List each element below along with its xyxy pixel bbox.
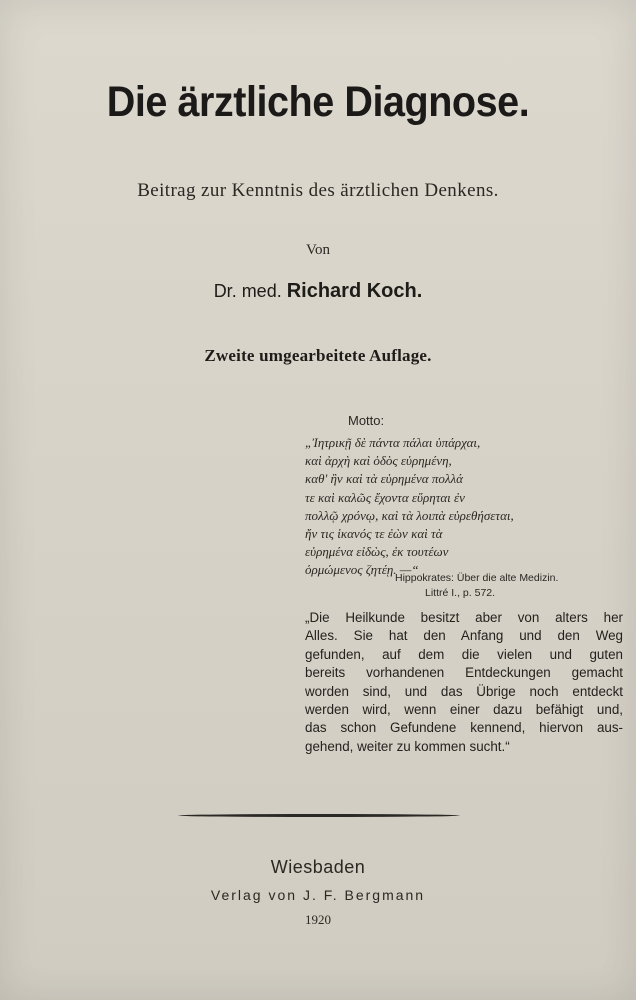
- greek-line: πολλῷ χρόνῳ, καὶ τὰ λοιπὰ εὑρεθήσεται,: [305, 507, 514, 523]
- greek-line: ὁρμώμενος ζητέῃ. —“: [305, 562, 419, 578]
- book-title: Die ärztliche Diagnose.: [106, 78, 530, 126]
- german-line: worden sind, und das Übrige noch entdeckt: [305, 683, 623, 699]
- motto-citation: [395, 571, 558, 601]
- publisher: Verlag von J. F. Bergmann: [210, 887, 426, 903]
- by-label: Von: [306, 242, 330, 258]
- greek-line: καὶ ἀρχὴ καὶ ὁδὸς εὑρημένη,: [305, 453, 452, 469]
- publication-year: 1920: [305, 912, 331, 927]
- greek-line: εὑρημένα εἰδὼς, ἐκ τουτέων: [305, 544, 449, 560]
- book-subtitle: Beitrag zur Kenntnis des ärztlichen Denkens.: [137, 180, 499, 201]
- publication-place: Wiesbaden: [270, 857, 366, 877]
- citation-source: Hippokrates: Über die alte Medizin.: [395, 572, 559, 584]
- german-translation: [305, 609, 623, 756]
- divider-rule: [178, 814, 460, 817]
- german-line: gehend, weiter zu kommen sucht.“: [305, 738, 510, 754]
- edition-statement: Zweite umgearbeitete Auflage.: [204, 346, 432, 365]
- greek-line: τε καὶ καλῶς ἔχοντα εὕρηται ἐν: [305, 489, 465, 505]
- german-line: bereits vorhandenen Entdeckungen gemacht: [305, 665, 623, 681]
- author-prefix: Dr. med.: [213, 281, 282, 301]
- german-line: gefunden, auf dem die vielen und guten: [305, 646, 623, 662]
- german-line: das schon Gefundene kennend, hiervon aus-: [305, 720, 623, 736]
- greek-line: „Ἰητρικῇ δὲ πάντα πάλαι ὑπάρχαι,: [305, 435, 481, 450]
- author-line: [0, 280, 636, 303]
- greek-motto: [305, 434, 605, 580]
- german-line: werden wird, wenn einer dazu befähigt und,: [305, 702, 623, 718]
- greek-line: καθ' ἣν καὶ τὰ εὑρημένα πολλά: [305, 471, 463, 487]
- motto-label: Motto:: [348, 413, 385, 428]
- author-name: Richard Koch.: [286, 280, 423, 302]
- german-line: Alles. Sie hat den Anfang und den Weg: [305, 628, 623, 644]
- greek-line: ἤν τις ἱκανός τε ἐὼν καὶ τὰ: [305, 526, 443, 542]
- citation-reference: Littré I., p. 572.: [425, 587, 496, 599]
- german-line: „Die Heilkunde besitzt aber von alters her: [305, 610, 623, 625]
